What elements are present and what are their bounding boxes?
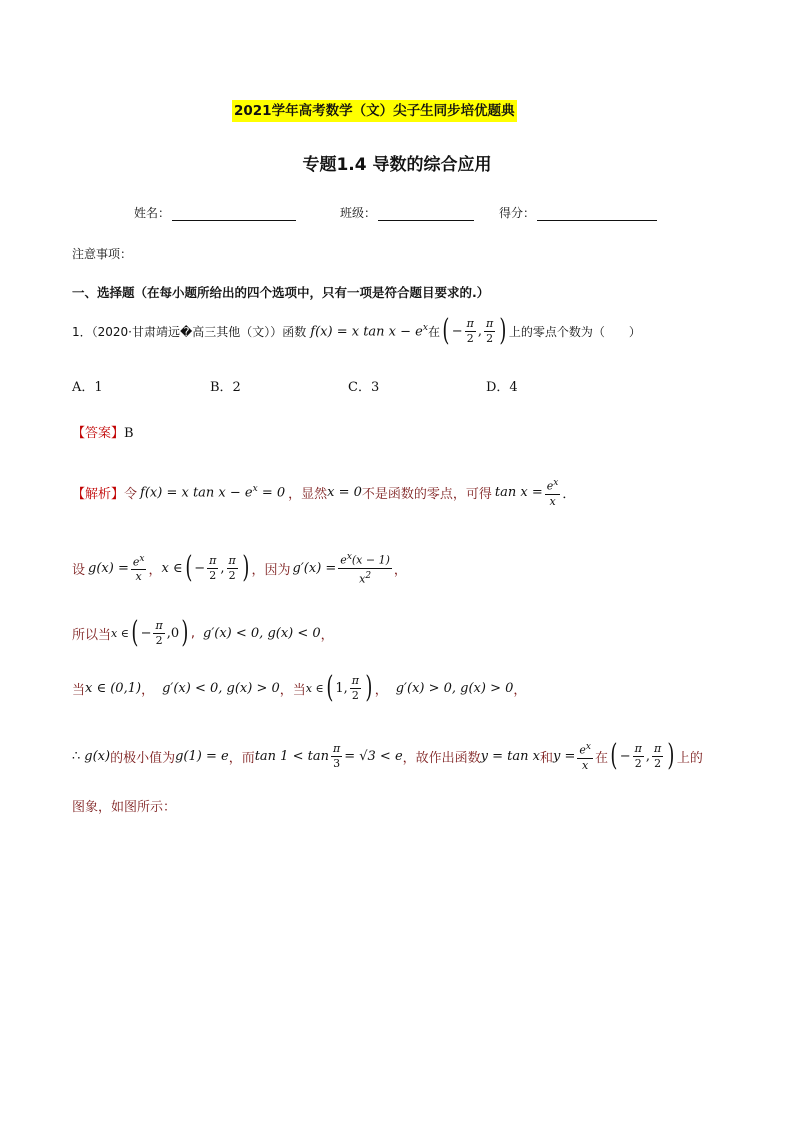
analysis-l3-frac-num: π [155, 618, 163, 632]
analysis-l1-x0: x = 0 [327, 484, 362, 500]
answer-tag: 【答案】 [72, 426, 125, 441]
analysis-l2-frac-g-num [131, 552, 147, 571]
analysis-l5-frac-a [633, 742, 644, 771]
analysis-l2-because: ，因为 [251, 562, 291, 578]
analysis-l5-b: ，而 [228, 750, 255, 766]
analysis-l2-frac-gp-num-exp: x [346, 552, 352, 562]
analysis-l3-frac-den: 2 [155, 633, 163, 647]
option-d[interactable]: D．4 [486, 380, 518, 395]
analysis-l5-frac-y2-num [577, 740, 593, 759]
class-blank[interactable] [378, 208, 474, 221]
question-in: 在 [427, 324, 440, 339]
topic-title: 专题1.4 导数的综合应用 [302, 155, 492, 175]
question-function-text: f(x) = x tan x − e [310, 324, 423, 340]
analysis-l1-c: 不是函数的零点，可得 [361, 486, 492, 502]
question-comma: , [477, 323, 482, 339]
analysis-line-4 [72, 670, 527, 705]
analysis-l1-tan: tan x = [494, 484, 543, 500]
question-interval-close: ) [499, 313, 507, 348]
analysis-l4-cond2: g′(x) > 0, g(x) > 0 [395, 680, 514, 696]
option-a[interactable]: A．1 [72, 380, 103, 395]
analysis-l4-in: x ∈ (0,1) [85, 680, 142, 696]
answer [72, 422, 134, 441]
option-b[interactable]: B．2 [210, 380, 241, 395]
analysis-l5-tail: = √3 < e [344, 748, 403, 764]
question-source: 1．（2020·甘肃靖远�高三其他（文））函数 [72, 324, 307, 339]
analysis-l2-frac-a [207, 554, 218, 583]
analysis-l2-xin: x ∈ [161, 560, 183, 576]
answer-value: B [124, 426, 134, 441]
analysis-l5-paren-close: ) [667, 738, 675, 774]
analysis-l5-frac-y2 [577, 740, 593, 773]
analysis-l1-frac-num-base: e [546, 479, 554, 493]
score-blank[interactable] [537, 208, 657, 221]
analysis-l5-a: 的极小值为 [110, 750, 176, 766]
analysis-l2-comma: , [220, 560, 225, 576]
analysis-l5-frac-y2-num-exp: x [585, 742, 591, 752]
analysis-l4-frac-den: 2 [351, 688, 359, 702]
name-label: 姓名： [134, 206, 171, 220]
analysis-l4-paren-open: ( [325, 670, 333, 705]
analysis-l2-frac-gp-den-exp: 2 [365, 570, 372, 581]
question-frac-a [465, 317, 476, 346]
question-frac-a-den: 2 [466, 331, 474, 345]
analysis-l1-frac [545, 476, 561, 509]
analysis-l5-frac-y2-den: x [582, 758, 589, 772]
analysis-l3-cond: g′(x) < 0, g(x) < 0 [203, 625, 321, 641]
analysis-l2-paren-open: ( [184, 550, 192, 586]
analysis-l4-comma: , [343, 680, 348, 696]
analysis-l1-eq-exp: x [252, 484, 258, 495]
analysis-l2-paren-close: ) [242, 550, 250, 586]
analysis-l2-frac-g [131, 552, 147, 585]
analysis-l3-minus: − [140, 625, 152, 641]
analysis-l2-frac-g-num-exp: x [139, 553, 145, 564]
analysis-l4-xin: x ∈ [305, 681, 324, 695]
analysis-l5-frac-a-num: π [634, 741, 642, 755]
analysis-l3-xin: x ∈ [111, 626, 129, 640]
notice-heading: 注意事项： [72, 247, 133, 261]
analysis-l4-a: 当 [72, 682, 86, 698]
analysis-l5-paren-open: ( [610, 738, 618, 774]
analysis-l4-paren-close: ) [365, 670, 373, 705]
analysis-l1-eq-tail: = 0 [257, 485, 286, 501]
analysis-l5-up: 上的 [676, 750, 703, 766]
analysis-l2-frac-gp [338, 550, 392, 586]
analysis-line-3 [72, 615, 334, 650]
analysis-l3-zero: 0 [170, 625, 180, 641]
analysis-l5-minus: − [619, 748, 631, 764]
analysis-l4-b: ，当 [279, 682, 306, 698]
analysis-line-2 [72, 550, 407, 586]
analysis-line-1 [72, 476, 575, 509]
analysis-l4-one: 1 [335, 680, 344, 696]
score-field [499, 204, 657, 221]
analysis-l4-frac-num: π [351, 673, 359, 687]
question-suffix: 上的零点个数为（ ） [508, 324, 641, 339]
analysis-tag: 【解析】 [72, 486, 125, 502]
analysis-l5-frac-a-den: 2 [634, 756, 642, 770]
analysis-l1-frac-num-exp: x [553, 478, 559, 488]
analysis-l5-g1: g(1) = e [175, 748, 229, 764]
analysis-l2-frac-gp-den-base: x [359, 572, 366, 586]
analysis-l5-frac-b-num: π [653, 741, 662, 755]
analysis-l5-frac-b-den: 2 [654, 756, 662, 770]
class-label: 班级： [340, 206, 377, 220]
analysis-l5-frac-y2-num-base: e [579, 743, 586, 757]
section-heading: 一、选择题（在每小题所给出的四个选项中，只有一项是符合题目要求的.） [72, 285, 490, 300]
analysis-l5-y2: y = [552, 748, 576, 764]
analysis-l1-b: ，显然 [288, 486, 328, 502]
analysis-l4-frac [350, 674, 361, 703]
analysis-l2-frac-b-den: 2 [228, 568, 236, 582]
analysis-l5-gx: g(x) [84, 748, 111, 764]
analysis-l5-y1: y = tan x [480, 748, 540, 764]
question-1 [72, 313, 641, 348]
question-frac-b-num: π [485, 316, 494, 330]
analysis-l4-cond1: g′(x) < 0, g(x) > 0 [162, 680, 280, 696]
name-blank[interactable] [172, 208, 296, 221]
analysis-l4-sep1: ， [141, 682, 155, 698]
analysis-l4-sep2: ， [374, 682, 388, 698]
analysis-l5-frac-tan-num: π [332, 741, 341, 755]
analysis-l5-tan: tan 1 < tan [254, 748, 329, 764]
analysis-l2-end: ， [393, 562, 407, 578]
analysis-l3-paren-close: ) [181, 615, 189, 650]
question-minus: − [451, 323, 463, 339]
question-function [310, 323, 428, 339]
analysis-l3-sep: , [190, 625, 195, 641]
analysis-l1-frac-num [545, 476, 561, 495]
analysis-l6-text: 图象，如图所示： [72, 800, 177, 815]
analysis-l5-in: 在 [594, 750, 608, 766]
analysis-l2-gp: g′(x) = [292, 560, 337, 576]
analysis-l2-frac-gp-num-tail: (x − 1) [351, 553, 390, 567]
analysis-l5-comma: , [645, 748, 650, 764]
analysis-l2-frac-g-den: x [135, 570, 142, 584]
option-c[interactable]: C．3 [348, 380, 380, 395]
analysis-l5-therefore: ∴ [72, 748, 81, 764]
analysis-line-6 [72, 796, 176, 815]
analysis-l2-c1: ， [148, 562, 162, 578]
question-function-exp: x [422, 322, 428, 333]
analysis-line-5 [72, 740, 703, 773]
analysis-l5-frac-tan [331, 742, 342, 771]
analysis-l2-minus: − [194, 560, 206, 576]
analysis-l4-end: ， [513, 682, 527, 698]
analysis-l5-frac-tan-den: 3 [333, 756, 341, 770]
analysis-l2-g: g(x) = [88, 560, 129, 576]
analysis-l5-c: ，故作出函数 [402, 750, 481, 766]
name-field [134, 204, 296, 221]
series-title: 2021学年高考数学（文）尖子生同步培优题典 [232, 100, 517, 122]
question-frac-a-num: π [466, 316, 474, 330]
question-frac-b-den: 2 [486, 331, 494, 345]
analysis-l5-frac-b [652, 742, 663, 771]
question-interval-open: ( [442, 313, 450, 348]
analysis-l2-frac-a-den: 2 [209, 568, 217, 582]
analysis-l2-frac-gp-num-base: e [340, 553, 347, 567]
analysis-l3-frac [153, 619, 164, 648]
analysis-l2-frac-b-num: π [228, 553, 236, 567]
analysis-l1-end: ． [562, 486, 576, 502]
analysis-l2-frac-g-num-base: e [132, 555, 140, 569]
analysis-l1-frac-den: x [549, 494, 556, 508]
analysis-l2-frac-a-num: π [209, 553, 217, 567]
analysis-l2-frac-gp-num [338, 550, 392, 569]
question-frac-b [484, 317, 495, 346]
analysis-l2-frac-gp-den [359, 569, 371, 587]
analysis-l1-eq [140, 484, 285, 500]
class-field [340, 204, 474, 221]
analysis-l5-and: 和 [539, 750, 553, 766]
analysis-l2-frac-b [227, 554, 238, 583]
analysis-l1-a: 令 [124, 486, 138, 502]
analysis-l2-a: 设 [72, 562, 86, 578]
analysis-l3-end: ， [320, 627, 334, 643]
analysis-l3-a: 所以当 [72, 627, 112, 643]
analysis-l3-comma: , [166, 625, 171, 641]
score-label: 得分： [499, 206, 536, 220]
analysis-l3-paren-open: ( [131, 615, 139, 650]
analysis-l1-eq-text: f(x) = x tan x − e [140, 485, 253, 501]
